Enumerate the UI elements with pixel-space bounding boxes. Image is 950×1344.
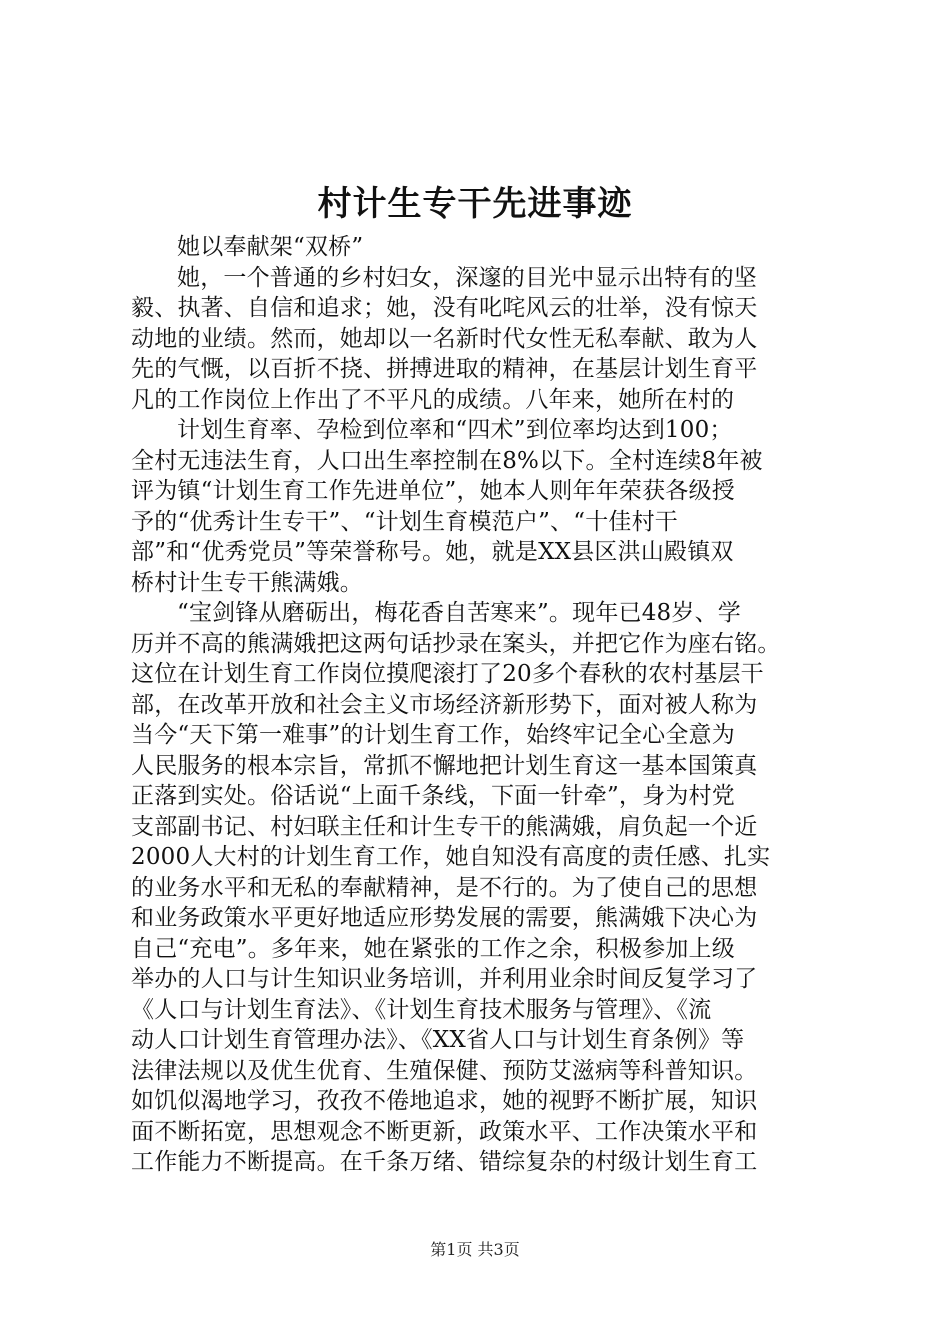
text-line: 工作能力不断提高。在千条万绪、错综复杂的村级计划生育工 — [131, 1149, 758, 1175]
text-line: 面不断拓宽，思想观念不断更新，政策水平、工作决策水平和 — [131, 1118, 758, 1145]
document-title: 村计生专干先进事迹 — [317, 184, 633, 224]
text-line: 人民服务的根本宗旨，常抓不懈地把计划生育这一基本国策真 — [131, 752, 758, 779]
text-line: 动人口计划生育管理办法》、《XX省人口与计划生育条例》等 — [131, 1027, 745, 1053]
text-line: 当今“天下第一难事”的计划生育工作，始终牢记全心全意为 — [131, 722, 735, 748]
text-line: 动地的业绩。然而，她却以一名新时代女性无私奉献、敢为人 — [131, 325, 758, 352]
text-line: 计划生育率、孕检到位率和“四术”到位率均达到100； — [177, 417, 733, 443]
text-line: 自己“充电”。多年来，她在紧张的工作之余，积极参加上级 — [131, 935, 735, 962]
text-line: 部，在改革开放和社会主义市场经济新形势下，面对被人称为 — [131, 691, 758, 718]
text-line: 她，一个普通的乡村妇女，深邃的目光中显示出特有的坚 — [177, 264, 757, 291]
document-subtitle: 她以奉献架“双桥” — [177, 234, 364, 260]
text-line: 2000人大村的计划生育工作，她自知没有高度的责任感、扎实 — [131, 844, 771, 870]
text-line: “宝剑锋从磨砺出，梅花香自苦寒来”。现年已48岁、学 — [177, 600, 741, 626]
text-line: 《人口与计划生育法》、《计划生育技术服务与管理》、《流 — [131, 996, 712, 1023]
text-line: 部”和“优秀党员”等荣誉称号。她，就是XX县区洪山殿镇双 — [131, 539, 734, 565]
text-line: 毅、执著、自信和追求；她，没有叱咤风云的壮举，没有惊天 — [131, 295, 758, 321]
text-line: 支部副书记、村妇联主任和计生专干的熊满娥，肩负起一个近 — [131, 813, 758, 840]
text-line: 法律法规以及优生优育、生殖保健、预防艾滋病等科普知识。 — [131, 1057, 758, 1084]
text-line: 这位在计划生育工作岗位摸爬滚打了20多个春秋的农村基层干 — [131, 661, 764, 687]
document-body — [131, 232, 831, 1178]
text-line: 先的气慨，以百折不挠、拼搏进取的精神，在基层计划生育平 — [131, 356, 758, 382]
text-line: 和业务政策水平更好地适应形势发展的需要，熊满娥下决心为 — [131, 905, 758, 931]
text-line: 予的“优秀计生专干”、“计划生育模范户”、“十佳村干 — [131, 508, 678, 535]
text-line: 全村无违法生育，人口出生率控制在8%以下。全村连续8年被 — [131, 447, 763, 474]
text-line: 举办的人口与计生知识业务培训，并利用业余时间反复学习了 — [131, 966, 758, 992]
text-line: 的业务水平和无私的奉献精神，是不行的。为了使自己的思想 — [131, 874, 758, 901]
text-line: 凡的工作岗位上作出了不平凡的成绩。八年来，她所在村的 — [131, 386, 735, 413]
text-line: 历并不高的熊满娥把这两句话抄录在案头，并把它作为座右铭。 — [131, 630, 781, 657]
text-line: 桥村计生专干熊满娥。 — [131, 569, 363, 596]
paragraph-3 — [131, 598, 831, 1178]
text-line: 评为镇“计划生育工作先进单位”，她本人则年年荣获各级授 — [131, 478, 735, 504]
page-number-footer: 第1页 共3页 — [430, 1240, 520, 1259]
text-line: 正落到实处。俗话说“上面千条线，下面一针牵”，身为村党 — [131, 783, 735, 809]
paragraph-1 — [131, 263, 831, 416]
paragraph-2 — [131, 415, 831, 598]
text-line: 如饥似渴地学习，孜孜不倦地追求，她的视野不断扩展，知识 — [131, 1088, 758, 1114]
